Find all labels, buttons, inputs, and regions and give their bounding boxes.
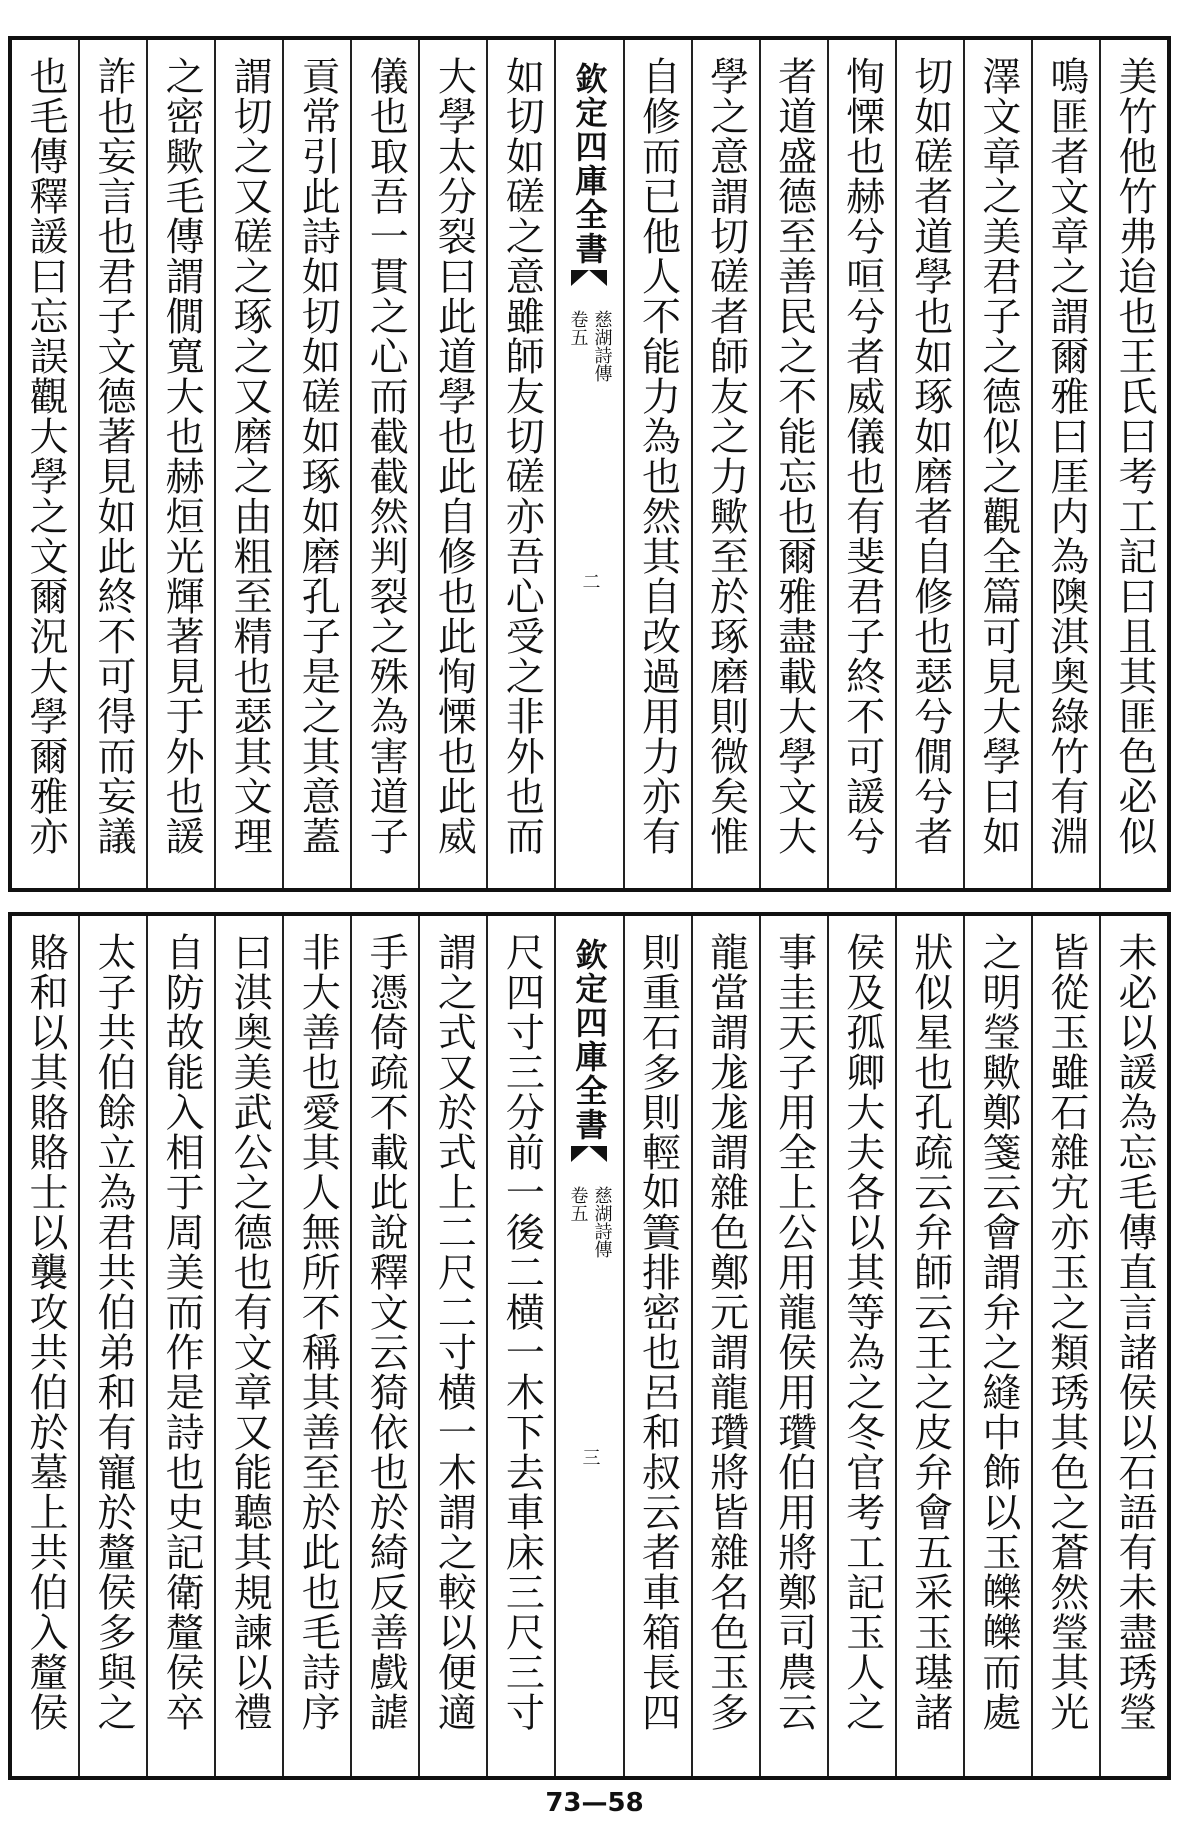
column-text: 也毛傳釋諼曰忘誤觀大學之文爾況大學爾雅亦 [22, 56, 68, 856]
column-text: 切如磋者道學也如琢如磨者自修也瑟兮僩兮者 [907, 56, 953, 856]
text-column [623, 916, 691, 1776]
column-text: 太子共伯餘立為君共伯弟和有寵於釐侯多與之 [91, 932, 137, 1732]
column-text: 儀也取吾一貫之心而截截然判裂之殊為害道子 [363, 56, 409, 856]
text-column [759, 916, 827, 1776]
column-text: 貢常引此詩如切如磋如琢如磨孔子是之其意蓋 [295, 56, 341, 856]
text-column [418, 40, 486, 888]
column-text: 詐也妄言也君子文德著見如此終不可得而妄議 [91, 56, 137, 856]
text-column [1099, 40, 1167, 888]
text-column [214, 40, 282, 888]
text-column [418, 916, 486, 1776]
text-column [1099, 916, 1167, 1776]
text-column [827, 916, 895, 1776]
text-column [691, 40, 759, 888]
column-text: 大學太分裂曰此道學也此自修也此恂慄也此威 [431, 56, 477, 856]
text-column [146, 916, 214, 1776]
center-banner-column [554, 916, 622, 1776]
column-text: 者道盛德至善民之不能忘也爾雅盡載大學文大 [771, 56, 817, 856]
column-text: 之明瑩歟鄭箋云會謂弁之縫中飾以玉皪皪而處 [975, 932, 1021, 1732]
text-column [691, 916, 759, 1776]
column-text: 未必以諼為忘毛傳直言諸侯以石語有未盡琇瑩 [1111, 932, 1157, 1732]
banner-title: 欽定四庫全書 [570, 62, 609, 266]
text-column [350, 40, 418, 888]
column-text: 如切如磋之意雖師友切磋亦吾心受之非外也而 [499, 56, 545, 856]
bottom-page-panel [8, 912, 1171, 1780]
banner-subtitle [567, 1186, 611, 1258]
column-text: 學之意謂切磋者師友之力歟至於琢磨則微矣惟 [703, 56, 749, 856]
text-column [350, 916, 418, 1776]
column-text: 恂慄也赫兮咺兮者威儀也有斐君子終不可諼兮 [839, 56, 885, 856]
banner-book-title: 慈湖詩傳 [591, 1186, 613, 1258]
column-text: 澤文章之美君子之德似之觀全篇可見大學曰如 [975, 56, 1021, 856]
column-text: 事圭天子用全上公用龍侯用瓚伯用將鄭司農云 [771, 932, 817, 1732]
text-column [759, 40, 827, 888]
column-text: 尺四寸三分前一後二横一木下去車床三尺三寸 [499, 932, 545, 1732]
column-text: 自防故能入相于周美而作是詩也史記衛釐侯卒 [159, 932, 205, 1732]
column-text: 狀似星也孔疏云弁師云王之皮弁會五采玉璂諸 [907, 932, 953, 1732]
fish-tail-ornament [571, 1146, 607, 1176]
column-text: 曰淇奥美武公之德也有文章又能聽其規諫以禮 [227, 932, 273, 1732]
text-column [827, 40, 895, 888]
text-column [214, 916, 282, 1776]
column-text: 手憑倚疏不載此說釋文云猗依也於綺反善戲謔 [363, 932, 409, 1732]
text-column [12, 916, 78, 1776]
center-banner [566, 56, 612, 888]
text-column [623, 40, 691, 888]
text-column [1031, 916, 1099, 1776]
center-banner-column [554, 40, 622, 888]
text-column [282, 916, 350, 1776]
column-text: 鳴匪者文章之謂爾雅曰厓内為隩淇奥綠竹有淵 [1043, 56, 1089, 856]
column-text: 賂和以其賂賂士以襲攻共伯於墓上共伯入釐侯 [22, 932, 68, 1732]
top-page-panel [8, 36, 1171, 892]
banner-subtitle [567, 310, 611, 382]
text-column [78, 40, 146, 888]
column-text: 謂之式又於式上二尺二寸横一木謂之較以便適 [431, 932, 477, 1732]
column-text: 自修而已他人不能力為也然其自改過用力亦有 [635, 56, 681, 856]
text-column [12, 40, 78, 888]
banner-book-title: 慈湖詩傳 [591, 310, 613, 382]
text-column [963, 40, 1031, 888]
banner-title: 欽定四庫全書 [570, 938, 609, 1142]
page-number: 73—58 [545, 1788, 644, 1818]
banner-folio: 二 [579, 572, 601, 590]
column-text: 侯及孤卿大夫各以其等為之冬官考工記玉人之 [839, 932, 885, 1732]
column-text: 謂切之又磋之琢之又磨之由粗至精也瑟其文理 [227, 56, 273, 856]
column-text: 龍當謂尨尨謂雜色鄭元謂龍瓚將皆雜名色玉多 [703, 932, 749, 1732]
center-banner [566, 932, 612, 1776]
column-text: 美竹他竹弗迨也王氏曰考工記曰且其匪色必似 [1111, 56, 1157, 856]
fish-tail-ornament [571, 270, 607, 300]
banner-juan: 卷五 [567, 310, 589, 346]
bottom-columns [12, 916, 1167, 1776]
banner-juan: 卷五 [567, 1186, 589, 1222]
text-column [963, 916, 1031, 1776]
top-columns [12, 40, 1167, 888]
text-column [895, 40, 963, 888]
column-text: 之密歟毛傳謂僩寬大也赫烜光輝著見于外也諼 [159, 56, 205, 856]
text-column [895, 916, 963, 1776]
column-text: 則重石多則輕如簀排密也呂和叔云者車箱長四 [635, 932, 681, 1732]
text-column [282, 40, 350, 888]
text-column [486, 40, 554, 888]
text-column [486, 916, 554, 1776]
banner-folio: 三 [579, 1448, 601, 1466]
text-column [146, 40, 214, 888]
text-column [78, 916, 146, 1776]
column-text: 皆從玉雖石雜宄亦玉之類琇其色之蒼然瑩其光 [1043, 932, 1089, 1732]
text-column [1031, 40, 1099, 888]
column-text: 非大善也愛其人無所不稱其善至於此也毛詩序 [295, 932, 341, 1732]
